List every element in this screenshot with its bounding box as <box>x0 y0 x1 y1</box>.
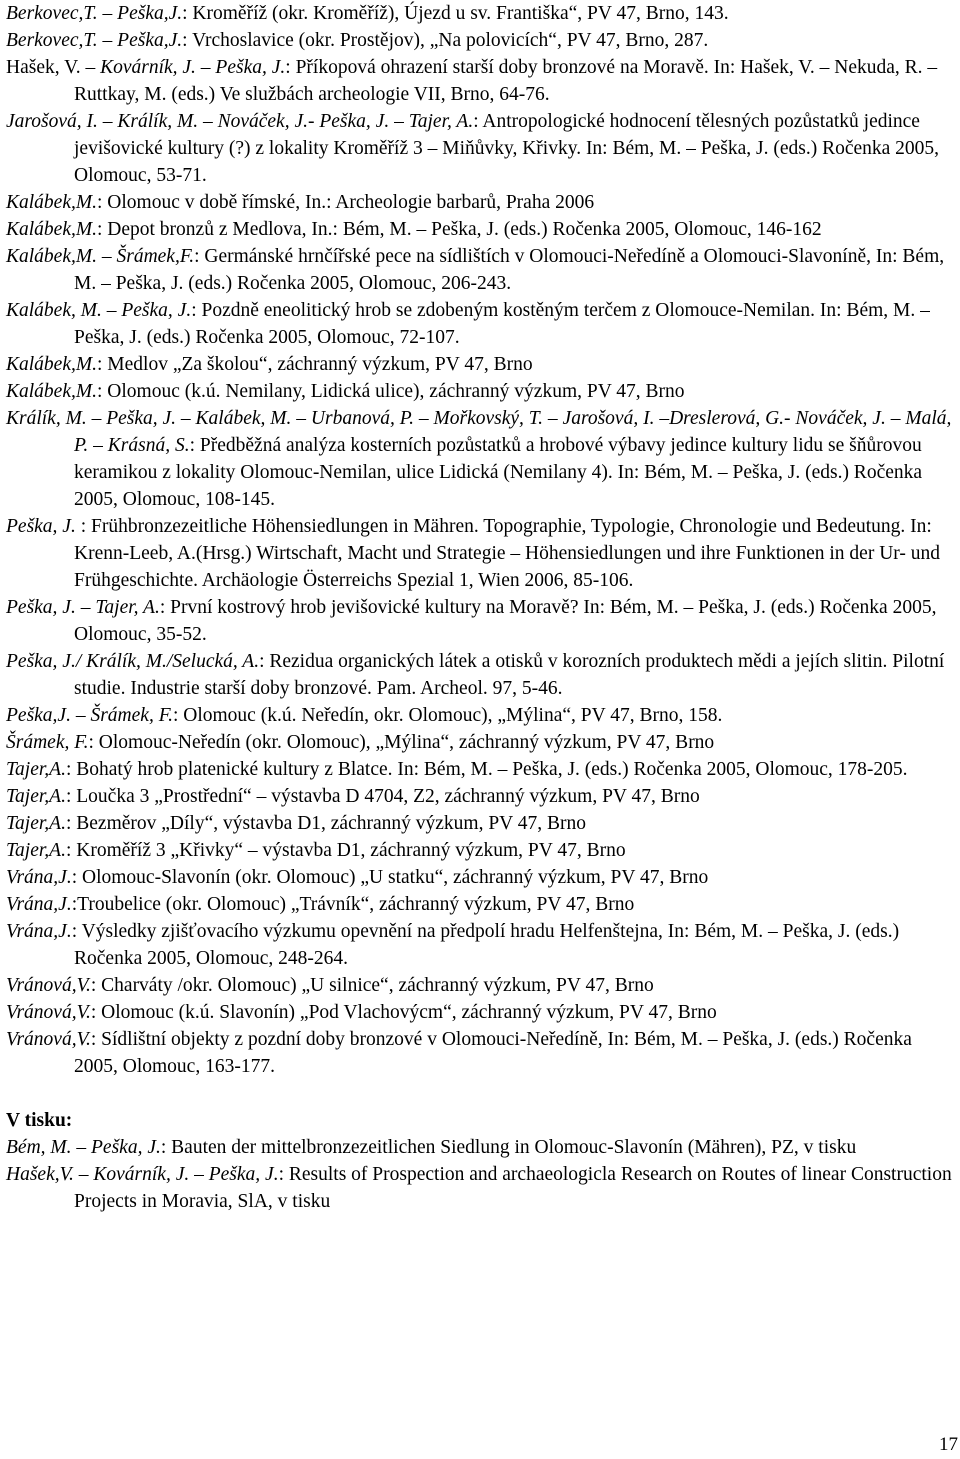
reference-authors: Kovárník, J. – Peška, J. <box>100 57 286 78</box>
reference-text: : Předběžná analýza kosterních pozůstatků a hrobové výbavy jedince kultury lidu se šňůrovou keramikou z lokality Olomouc-Nemilan, ulice Lidická (Nemilany 4). In: Bém, M. – Peška, J. (eds.) Ročenka 2005, Olomouc, 108-145. <box>74 435 923 510</box>
reference-entry <box>6 783 956 810</box>
reference-text: : Olomouc (k.ú. Neředín, okr. Olomouc), „Mýlina“, PV 47, Brno, 158. <box>172 705 723 726</box>
reference-text: : Olomouc v době římské, In.: Archeologie barbarů, Praha 2006 <box>96 192 595 213</box>
reference-text: : Bauten der mittelbronzezeitlichen Siedlung in Olomouc-Slavonín (Mähren), PZ, v tisku <box>160 1137 857 1158</box>
reference-entry <box>6 108 956 189</box>
reference-text: : Vrchoslavice (okr. Prostějov), „Na polovicích“, PV 47, Brno, 287. <box>182 30 709 51</box>
reference-entry <box>6 189 956 216</box>
reference-authors: Peška, J. <box>6 516 76 537</box>
reference-authors: Tajer,A. <box>6 759 66 780</box>
reference-text: : Olomouc (k.ú. Nemilany, Lidická ulice), záchranný výzkum, PV 47, Brno <box>96 381 685 402</box>
reference-text: : Olomouc (k.ú. Slavonín) „Pod Vlachovýcm“, záchranný výzkum, PV 47, Brno <box>90 1002 717 1023</box>
reference-text: : Příkopová ohrazení starší doby bronzové na Moravě. In: Hašek, V. – Nekuda, R. – Ruttkay, M. (eds.) Ve službách archeologie VII, Brno, 64-76. <box>74 57 938 105</box>
reference-authors: Berkovec,T. – Peška,J. <box>6 3 183 24</box>
reference-entry <box>6 1026 956 1080</box>
reference-authors: Tajer,A. <box>6 840 66 861</box>
reference-text: : Pozdně eneolitický hrob se zdobeným kostěným terčem z Olomouce-Nemilan. In: Bém, M. – Peška, J. (eds.) Ročenka 2005, Olomouc, 72-107. <box>74 300 930 348</box>
reference-authors: Peška, J. – Tajer, A. <box>6 597 160 618</box>
reference-authors: Kalábek,M. <box>6 354 97 375</box>
reference-text: : Depot bronzů z Medlova, In.: Bém, M. – Peška, J. (eds.) Ročenka 2005, Olomouc, 146-162 <box>96 219 822 240</box>
reference-entry <box>6 27 956 54</box>
reference-authors: Šrámek, F. <box>6 732 89 753</box>
reference-text: : Rezidua organických látek a otisků v korozních produktech mědi a jejích slitin. Pilotní studie. Industrie starší doby bronzové. Pam. Archeol. 97, 5-46. <box>74 651 945 699</box>
reference-authors: Peška, J./ Králík, M./Selucká, A. <box>6 651 260 672</box>
reference-text: : První kostrový hrob jevišovické kultury na Moravě? In: Bém, M. – Peška, J. (eds.) Ročenka 2005, Olomouc, 35-52. <box>74 597 937 645</box>
reference-entry <box>6 297 956 351</box>
reference-text: : Germánské hrnčířské pece na sídlištích v Olomouci-Neředíně a Olomouci-Slavoníně, In: Bém, M. – Peška, J. (eds.) Ročenka 2005, Olomouc, 206-243. <box>74 246 945 294</box>
reference-entry <box>6 648 956 702</box>
reference-text: : Loučka 3 „Prostřední“ – výstavba D 4704, Z2, záchranný výzkum, PV 47, Brno <box>65 786 700 807</box>
reference-authors: Králík, M. – Peška, J. – Kalábek, M. – Urbanová, P. – Mořkovský, T. – Jarošová, I. –Dreslerová, G.- Nováček, J. – Malá, P. – Krásná, S. <box>6 408 952 456</box>
reference-text: :Troubelice (okr. Olomouc) „Trávník“, záchranný výzkum, PV 47, Brno <box>71 894 635 915</box>
reference-entry <box>6 513 956 594</box>
reference-entry <box>6 0 956 27</box>
reference-authors: Tajer,A. <box>6 813 66 834</box>
reference-authors: Peška,J. – Šrámek, F. <box>6 705 173 726</box>
section-spacer <box>6 1080 956 1107</box>
reference-authors: Jarošová, I. – Králík, M. – Nováček, J.- Peška, J. – Tajer, A. <box>6 111 474 132</box>
reference-text: : Bezměrov „Díly“, výstavba D1, záchranný výzkum, PV 47, Brno <box>65 813 587 834</box>
reference-text: : Medlov „Za školou“, záchranný výzkum, PV 47, Brno <box>96 354 533 375</box>
reference-entry <box>6 999 956 1026</box>
reference-entry <box>6 1134 956 1161</box>
reference-text: : Frühbronzezeitliche Höhensiedlungen in Mähren. Topographie, Typologie, Chronologie und Bedeutung. In: Krenn-Leeb, A.(Hrsg.) Wirtschaft, Macht und Strategie – Höhensiedlungen und ihre Funktionen in der Ur- und Frühgeschichte. Archäologie Österreichs Spezial 1, Wien 2006, 85-106. <box>74 516 941 591</box>
reference-authors: Vrána,J. <box>6 921 72 942</box>
reference-authors: Bém, M. – Peška, J. <box>6 1137 161 1158</box>
reference-entry <box>6 918 956 972</box>
reference-entry <box>6 243 956 297</box>
reference-text: : Olomouc-Slavonín (okr. Olomouc) „U statku“, záchranný výzkum, PV 47, Brno <box>71 867 709 888</box>
in-print-heading: V tisku: <box>6 1110 73 1131</box>
reference-entry <box>6 702 956 729</box>
reference-authors: Berkovec,T. – Peška,J. <box>6 30 183 51</box>
reference-entry <box>6 594 956 648</box>
reference-text: : Výsledky zjišťovacího výzkumu opevnění na předpolí hradu Helfenštejna, In: Bém, M. – Peška, J. (eds.) Ročenka 2005, Olomouc, 248-264. <box>71 921 900 969</box>
reference-entry <box>6 1161 956 1215</box>
reference-list <box>6 0 956 1215</box>
reference-authors: Vrána,J. <box>6 894 72 915</box>
reference-text: : Olomouc-Neředín (okr. Olomouc), „Mýlina“, záchranný výzkum, PV 47, Brno <box>88 732 715 753</box>
reference-authors: Kalábek,M. – Šrámek,F. <box>6 246 195 267</box>
reference-authors: Vránová,V. <box>6 975 91 996</box>
reference-entry <box>6 837 956 864</box>
reference-text: : Kroměříž (okr. Kroměříž), Újezd u sv. Františka“, PV 47, Brno, 143. <box>182 3 729 24</box>
reference-text: : Bohatý hrob platenické kultury z Blatce. In: Bém, M. – Peška, J. (eds.) Ročenka 2005, Olomouc, 178-205. <box>65 759 908 780</box>
reference-entry <box>6 216 956 243</box>
reference-entry <box>6 351 956 378</box>
reference-entry <box>6 756 956 783</box>
reference-authors: Hašek, V. – <box>6 57 101 78</box>
reference-authors: Kalábek,M. <box>6 192 97 213</box>
reference-authors: Kalábek,M. <box>6 381 97 402</box>
reference-entry <box>6 810 956 837</box>
reference-entry <box>6 864 956 891</box>
reference-text: : Antropologické hodnocení tělesných pozůstatků jedince jevišovické kultury (?) z lokality Kroměříž 3 – Miňůvky, Křivky. In: Bém, M. – Peška, J. (eds.) Ročenka 2005, Olomouc, 53-71. <box>74 111 940 186</box>
reference-text: : Sídlištní objekty z pozdní doby bronzové v Olomouci-Neředíně, In: Bém, M. – Peška, J. (eds.) Ročenka 2005, Olomouc, 163-177. <box>74 1029 912 1077</box>
reference-authors: Vrána,J. <box>6 867 72 888</box>
reference-authors: Kalábek, M. – Peška, J. <box>6 300 192 321</box>
reference-authors: Hašek,V. – Kovárník, J. – Peška, J. <box>6 1164 279 1185</box>
reference-entry <box>6 891 956 918</box>
reference-entry <box>6 729 956 756</box>
reference-entry <box>6 405 956 513</box>
page-number: 17 <box>939 1434 958 1455</box>
reference-text: : Results of Prospection and archaeologicla Research on Routes of linear Construction Projects in Moravia, SlA, v tisku <box>74 1164 952 1212</box>
reference-authors: Tajer,A. <box>6 786 66 807</box>
reference-entry <box>6 54 956 108</box>
reference-text: : Kroměříž 3 „Křivky“ – výstavba D1, záchranný výzkum, PV 47, Brno <box>65 840 626 861</box>
reference-authors: Vránová,V. <box>6 1029 91 1050</box>
reference-text: : Charváty /okr. Olomouc) „U silnice“, záchranný výzkum, PV 47, Brno <box>90 975 654 996</box>
reference-authors: Kalábek,M. <box>6 219 97 240</box>
reference-authors: Vránová,V. <box>6 1002 91 1023</box>
reference-entry <box>6 972 956 999</box>
reference-entry <box>6 378 956 405</box>
